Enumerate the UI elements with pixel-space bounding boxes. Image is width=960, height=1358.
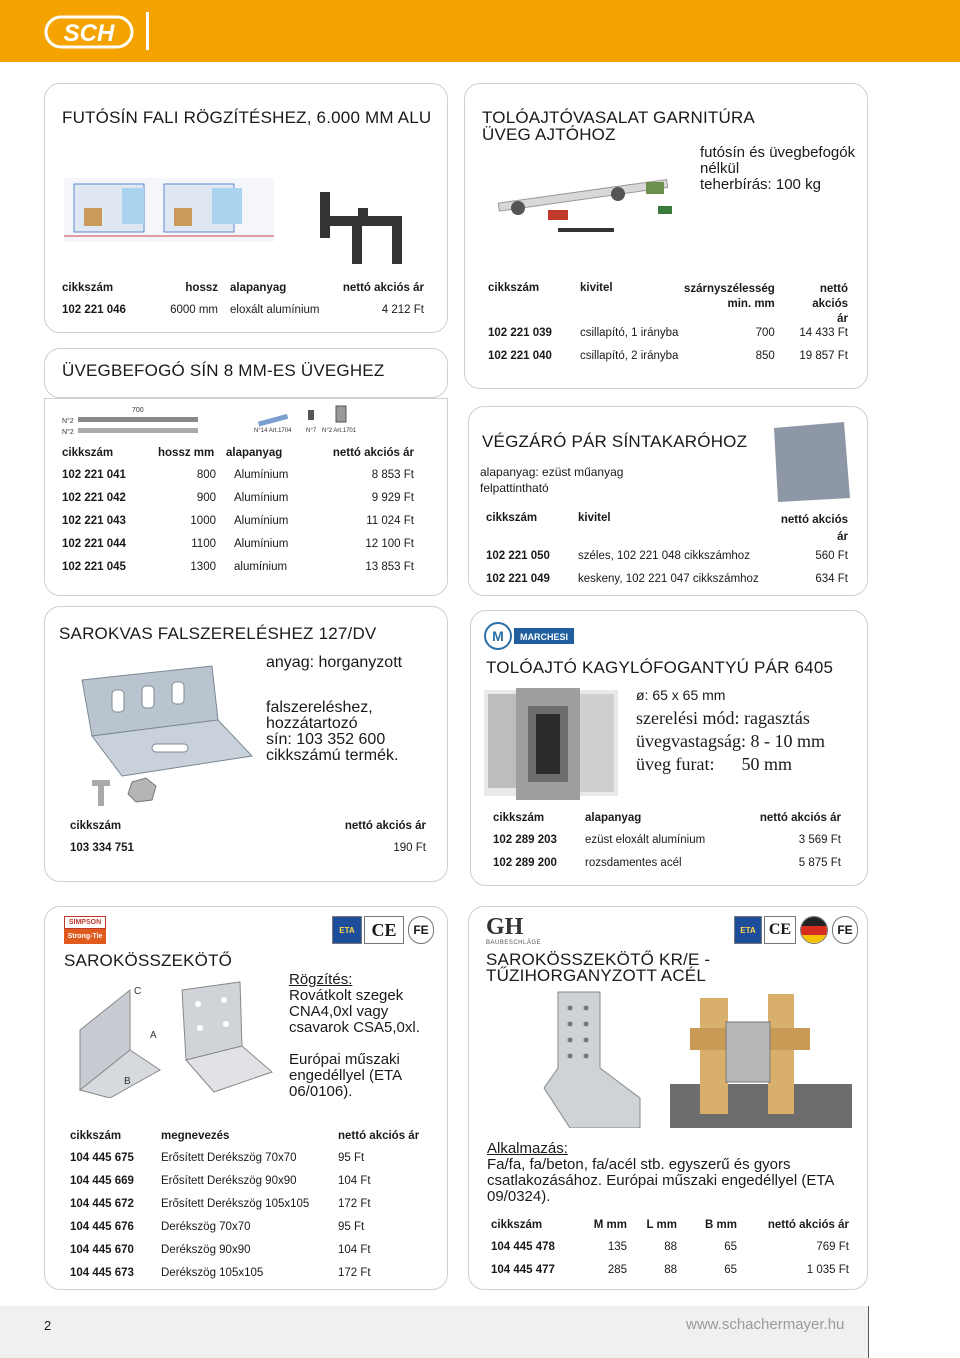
bracket-table — [70, 820, 430, 865]
mount-line: üveg furat: 50 mm — [636, 754, 792, 774]
col-header: hossz — [185, 282, 218, 294]
dim-label: A — [150, 1030, 157, 1041]
handle-table — [493, 812, 845, 880]
drawing-label: N°2 Art.1701 — [322, 428, 357, 434]
table-row — [62, 304, 428, 327]
eta-badge: ETA — [332, 916, 362, 944]
eta-badge: ETA — [734, 916, 762, 944]
corner-image — [64, 980, 280, 1098]
cell: 102 221 049 — [486, 573, 550, 585]
corner-kr-table — [491, 1219, 853, 1287]
cell: Alumínium — [234, 538, 289, 550]
table-row — [488, 350, 852, 373]
drawing-label: N°2 — [62, 418, 74, 425]
table-header — [62, 447, 418, 469]
col-header: nettó akciós ár — [342, 282, 424, 294]
cell: 102 221 045 — [62, 561, 126, 573]
cell: 102 221 041 — [62, 469, 126, 481]
note-line: hozzátartozó — [266, 715, 358, 732]
cell: 900 — [196, 492, 216, 504]
col-header: cikkszám — [486, 512, 538, 524]
corner-table — [70, 1130, 430, 1290]
col-header: hossz mm — [158, 447, 215, 459]
cell: 104 445 478 — [491, 1241, 555, 1253]
table-row — [62, 538, 418, 561]
cell: csillapító, 2 irányba — [580, 350, 679, 362]
glass-rail-table — [62, 447, 418, 584]
cell: 102 221 039 — [488, 327, 552, 339]
bracket-image — [62, 660, 258, 808]
logo-text: SCH — [63, 20, 115, 47]
cell: 102 221 043 — [62, 515, 126, 527]
door-set-image — [478, 162, 690, 236]
cell: 13 853 Ft — [365, 561, 414, 573]
flag-icon — [800, 916, 828, 944]
dim-label: C — [134, 986, 142, 997]
table-row — [70, 1198, 430, 1221]
col-header: M mm — [593, 1219, 627, 1231]
drawing-label: N°7 — [306, 428, 317, 434]
cell: 8 853 Ft — [371, 469, 414, 481]
table-row — [488, 327, 852, 350]
col-header: cikkszám — [488, 282, 540, 294]
col-header: cikkszám — [62, 282, 114, 294]
col-header: nettó akciós ár — [780, 514, 848, 543]
cell: csillapító, 1 irányba — [580, 327, 679, 339]
cell: 11 024 Ft — [366, 515, 414, 527]
cell: Alumínium — [234, 492, 289, 504]
cell: 1000 — [190, 515, 216, 527]
drawing-label: N°14 Art.1704 — [254, 428, 292, 434]
col-header: nettó akciós ár — [767, 1219, 849, 1231]
cell: 104 Ft — [338, 1244, 371, 1256]
eta-line: 06/0106). — [289, 1083, 353, 1100]
corner-fix — [289, 972, 420, 1036]
col-header: cikkszám — [70, 820, 122, 832]
rail-table — [62, 282, 428, 327]
note-line: teherbírás: 100 kg — [700, 176, 821, 193]
col-header: L mm — [646, 1219, 677, 1231]
ce-badge: CE — [364, 916, 404, 944]
title-line: SAROKÖSSZEKÖTŐ KR/E - — [486, 950, 711, 969]
cell: 103 334 751 — [70, 842, 134, 854]
cell: 560 Ft — [815, 550, 848, 562]
table-row — [486, 573, 852, 596]
corner-kr-image — [540, 988, 852, 1128]
table-header — [62, 282, 428, 304]
cell: 104 445 673 — [70, 1267, 134, 1279]
table-header — [486, 512, 852, 550]
cell: keskeny, 102 221 047 cikkszámhoz — [578, 573, 759, 585]
col-header: cikkszám — [70, 1130, 122, 1142]
simpson-bottom: Strong-Tie — [64, 929, 106, 944]
marchesi-logo — [484, 620, 576, 652]
cell: 104 445 672 — [70, 1198, 134, 1210]
cell: Derékszög 90x90 — [161, 1244, 251, 1256]
end-stop-material: alapanyag: ezüst műanyag — [480, 465, 624, 479]
col-header: nettó akciós ár — [344, 820, 426, 832]
cell: Erősített Derékszög 70x70 — [161, 1152, 297, 1164]
footer-divider — [868, 1306, 869, 1358]
eta-line: Európai műszaki — [289, 1051, 400, 1068]
cell: 95 Ft — [338, 1221, 365, 1233]
cell: 190 Ft — [393, 842, 426, 854]
glass-rail-title: ÜVEGBEFOGÓ SÍN 8 MM-ES ÜVEGHEZ — [62, 361, 385, 380]
handle-size: ø: 65 x 65 mm — [636, 687, 726, 703]
cell: 12 100 Ft — [365, 538, 414, 550]
col-header: alapanyag — [230, 282, 287, 294]
col-header: nettó akciós ár — [332, 447, 414, 459]
table-row — [70, 1152, 430, 1175]
col-header: B mm — [705, 1219, 737, 1231]
cell: 104 445 670 — [70, 1244, 134, 1256]
use-line: Fa/fa, fa/beton, fa/acél stb. egyszerű és gyors — [487, 1156, 791, 1173]
col-header: nettó akciós ár — [812, 283, 848, 325]
cell: 104 445 477 — [491, 1264, 555, 1276]
table-header — [493, 812, 845, 834]
cell: 102 221 046 — [62, 304, 126, 316]
table-row — [491, 1264, 853, 1287]
cell: eloxált alumínium — [230, 304, 320, 316]
col-header: cikkszám — [491, 1219, 543, 1231]
bracket-note — [266, 700, 398, 764]
cell: Derékszög 70x70 — [161, 1221, 251, 1233]
cell: 769 Ft — [816, 1241, 849, 1253]
cell: 102 221 044 — [62, 538, 126, 550]
cell: 172 Ft — [338, 1198, 371, 1210]
table-row — [491, 1241, 853, 1264]
cell: 19 857 Ft — [799, 350, 848, 362]
glass-rail-drawing — [60, 404, 200, 436]
table-row — [486, 550, 852, 573]
cell: Alumínium — [234, 515, 289, 527]
rail-title: FUTÓSÍN FALI RÖGZÍTÉSHEZ, 6.000 MM ALU — [62, 108, 432, 127]
fix-head: Rögzítés: — [289, 971, 353, 988]
cell: ezüst eloxált alumínium — [585, 834, 706, 846]
col-header: cikkszám — [62, 447, 114, 459]
rail-profile-image — [316, 188, 416, 266]
mount-line: üvegvastagság: 8 - 10 mm — [636, 731, 825, 751]
cell: széles, 102 221 048 cikkszámhoz — [578, 550, 750, 562]
door-set-table — [488, 282, 852, 373]
cell: 5 875 Ft — [798, 857, 841, 869]
footer-url-link[interactable]: www.schachermayer.hu — [686, 1316, 845, 1333]
table-row — [62, 561, 418, 584]
cell: 850 — [755, 350, 775, 362]
sch-logo[interactable] — [44, 11, 154, 53]
cell: 285 — [607, 1264, 627, 1276]
cell: 9 929 Ft — [371, 492, 414, 504]
fix-line: CNA4,0xl vagy — [289, 1003, 389, 1020]
brand-text: MARCHESI — [519, 632, 569, 642]
header-divider — [146, 12, 149, 50]
table-row — [70, 842, 430, 865]
col-header: cikkszám — [493, 812, 545, 824]
glass-rail-parts-image — [252, 404, 362, 434]
svg-text:M: M — [492, 628, 504, 644]
cell: 102 221 040 — [488, 350, 552, 362]
fe-badge: FE — [832, 916, 858, 944]
drawing-label: 700 — [132, 407, 144, 414]
gh-sub: BAUBESCHLÄGE — [486, 940, 542, 946]
col-header: nettó akciós ár — [759, 812, 841, 824]
gh-text: GH — [486, 914, 524, 940]
table-row — [493, 834, 845, 857]
bracket-material: anyag: horganyzott — [266, 654, 403, 671]
cell: 1 035 Ft — [806, 1264, 849, 1276]
table-row — [70, 1175, 430, 1198]
end-stop-snap: felpattintható — [480, 481, 549, 495]
use-line: 09/0324). — [487, 1188, 551, 1205]
cell: 102 221 050 — [486, 550, 550, 562]
table-row — [70, 1244, 430, 1267]
cell: 1100 — [191, 538, 216, 550]
fix-line: csavarok CSA5,0xl. — [289, 1019, 420, 1036]
cell: Alumínium — [234, 469, 289, 481]
ce-badge: CE — [764, 916, 796, 944]
note-line: futósín és üvegbefogók — [700, 144, 856, 161]
cell: 6000 mm — [170, 304, 218, 316]
cell: 102 289 200 — [493, 857, 557, 869]
note-line: cikkszámú termék. — [266, 747, 399, 764]
note-line: sín: 103 352 600 — [266, 731, 386, 748]
header-bar — [0, 0, 960, 62]
page-number: 2 — [44, 1318, 52, 1333]
cell: 14 433 Ft — [799, 327, 848, 339]
dim-label: B — [124, 1076, 131, 1087]
end-stop-table — [486, 512, 852, 596]
note-line: nélkül — [700, 160, 740, 177]
cell: alumínium — [234, 561, 288, 573]
cell: Derékszög 105x105 — [161, 1267, 264, 1279]
cell: 104 Ft — [338, 1175, 371, 1187]
bracket-title: SAROKVAS FALSZERELÉSHEZ 127/DV — [59, 624, 377, 643]
col-header: kivitel — [580, 282, 613, 294]
cell: 104 445 676 — [70, 1221, 134, 1233]
corner-eta — [289, 1052, 402, 1100]
cell: 172 Ft — [338, 1267, 371, 1279]
cell: 102 289 203 — [493, 834, 557, 846]
cell: 700 — [755, 327, 775, 339]
door-set-note — [700, 145, 855, 193]
cell: 4 212 Ft — [381, 304, 424, 316]
eta-line: engedéllyel (ETA — [289, 1067, 403, 1084]
corner-kr-title — [486, 952, 710, 984]
table-row — [62, 469, 418, 492]
handle-title: TOLÓAJTÓ KAGYLÓFOGANTYÚ PÁR 6405 — [486, 658, 834, 677]
corner-title: SAROKÖSSZEKÖTŐ — [64, 951, 233, 970]
table-row — [62, 515, 418, 538]
handle-image — [484, 684, 618, 802]
cell: Erősített Derékszög 90x90 — [161, 1175, 297, 1187]
cell: 102 221 042 — [62, 492, 126, 504]
cell: 104 445 675 — [70, 1152, 134, 1164]
corner-kr-use — [487, 1141, 834, 1205]
end-stop-title: VÉGZÁRÓ PÁR SÍNTAKARÓHOZ — [482, 432, 748, 451]
use-line: csatlakozásához. Európai műszaki engedéllyel (ETA — [487, 1172, 835, 1189]
fe-badge: FE — [408, 916, 434, 944]
use-head: Alkalmazás: — [487, 1140, 568, 1157]
door-set-title: TOLÓAJTÓVASALAT GARNITÚRA ÜVEG AJTÓHOZ — [482, 108, 755, 144]
cell: 88 — [664, 1241, 677, 1253]
mount-line: szerelési mód: ragasztás — [636, 708, 810, 728]
col-header: kivitel — [578, 512, 611, 524]
cell: 65 — [724, 1241, 737, 1253]
table-row — [62, 492, 418, 515]
simpson-logo — [64, 916, 106, 946]
cell: 88 — [664, 1264, 677, 1276]
col-header: megnevezés — [161, 1130, 230, 1142]
col-header: nettó akciós ár — [338, 1130, 420, 1142]
table-header — [488, 282, 852, 327]
cell: 104 445 669 — [70, 1175, 134, 1187]
cell: 135 — [607, 1241, 627, 1253]
col-header: alapanyag — [226, 447, 283, 459]
gh-logo — [486, 914, 550, 950]
table-row — [70, 1267, 430, 1290]
cell: 95 Ft — [338, 1152, 365, 1164]
note-line: falszereléshez, — [266, 699, 373, 716]
fix-line: Rovátkolt szegek — [289, 987, 404, 1004]
cell: 65 — [724, 1264, 737, 1276]
table-row — [493, 857, 845, 880]
drawing-label: N°2 — [62, 429, 74, 436]
cell: 634 Ft — [815, 573, 848, 585]
cell: 800 — [196, 469, 216, 481]
cell: 3 569 Ft — [798, 834, 841, 846]
cell: 1300 — [190, 561, 216, 573]
end-stop-image — [770, 420, 854, 504]
cell: rozsdamentes acél — [585, 857, 682, 869]
col-header: szárnyszélesség min. mm — [684, 283, 775, 310]
cell: Erősített Derékszög 105x105 — [161, 1198, 310, 1210]
handle-mount — [636, 707, 825, 776]
table-header — [70, 820, 430, 842]
table-header — [70, 1130, 430, 1152]
table-header — [491, 1219, 853, 1241]
col-header: alapanyag — [585, 812, 642, 824]
simpson-top: SIMPSON — [64, 916, 106, 929]
title-line: TŰZIHORGANYZOTT ACÉL — [486, 966, 706, 985]
rail-diagram-image — [64, 178, 274, 242]
table-row — [70, 1221, 430, 1244]
